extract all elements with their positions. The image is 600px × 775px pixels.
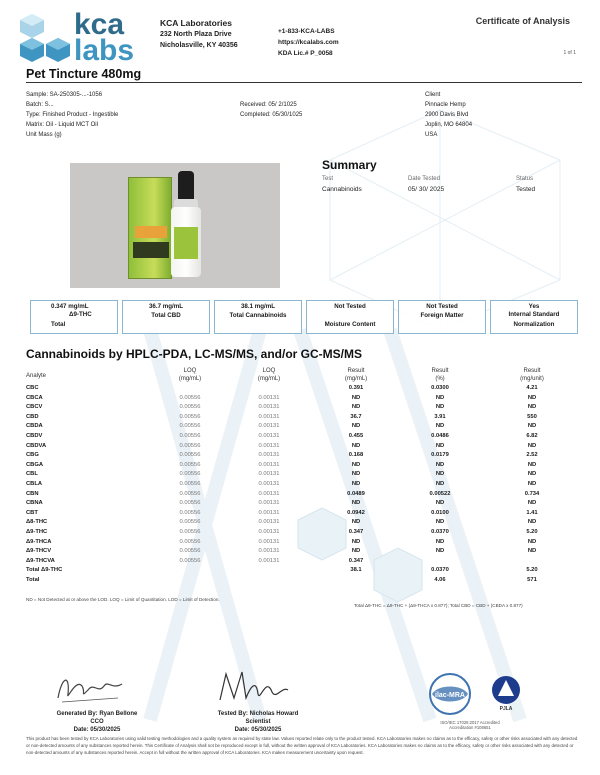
metric-value: 0.347 mg/mL bbox=[51, 303, 89, 310]
loq-cell: 0.00556 bbox=[179, 442, 201, 449]
table-row bbox=[26, 442, 586, 452]
result-pct-cell: 3.91 bbox=[434, 413, 446, 420]
page-number: 1 of 1 bbox=[563, 50, 576, 56]
lod-cell: 0.00131 bbox=[258, 471, 280, 478]
result-mgml-cell: 36.7 bbox=[350, 413, 362, 420]
analyte-cell: Total bbox=[26, 576, 40, 583]
result-unit-cell: ND bbox=[527, 538, 537, 545]
result-unit-cell: ND bbox=[527, 519, 537, 526]
metric-normalization bbox=[490, 300, 578, 334]
loq-cell: 0.00556 bbox=[179, 509, 201, 516]
result-unit-cell: 1.41 bbox=[526, 509, 538, 516]
unit-mass: Unit Mass (g) bbox=[26, 132, 62, 138]
metric-label: Total Cannabinoids bbox=[229, 312, 287, 319]
lab-contact bbox=[278, 26, 339, 59]
metric-label: Total CBD bbox=[151, 312, 181, 319]
result-pct-cell: 0.0370 bbox=[431, 567, 449, 574]
lab-license: KDA Lic.# P_0058 bbox=[278, 50, 333, 57]
result-mgml-cell: ND bbox=[351, 404, 361, 411]
accreditation-text: ISO/IEC 17025:2017 Accredited Accreditation #108651 bbox=[440, 720, 500, 730]
lod-cell: 0.00131 bbox=[258, 509, 280, 516]
lod-cell: 0.00131 bbox=[258, 461, 280, 468]
result-mgml-cell: 0.347 bbox=[348, 528, 364, 535]
table-row bbox=[26, 394, 586, 404]
result-mgml-cell: ND bbox=[351, 480, 361, 487]
metric-total-cannabinoids bbox=[214, 300, 302, 334]
lod-cell: 0.00131 bbox=[258, 423, 280, 430]
analyte-cell: CBDA bbox=[26, 423, 43, 430]
signature-bellone bbox=[52, 668, 132, 708]
result-pct-cell: ND bbox=[435, 538, 445, 545]
analyte-cell: Δ9-THCV bbox=[26, 548, 52, 555]
table-row bbox=[26, 403, 586, 413]
table-row bbox=[26, 509, 586, 519]
result-unit-cell: 550 bbox=[527, 413, 537, 420]
lod-cell: 0.00131 bbox=[258, 528, 280, 535]
table-row bbox=[26, 470, 586, 480]
summary-head-status: Status bbox=[516, 176, 534, 182]
lab-address bbox=[160, 18, 238, 51]
loq-cell: 0.00556 bbox=[179, 394, 201, 401]
result-pct-cell: 0.0300 bbox=[431, 385, 449, 391]
client-label: Client bbox=[425, 92, 441, 98]
summary-date: 05/ 30/ 2025 bbox=[408, 186, 445, 193]
table-row bbox=[26, 528, 586, 538]
result-unit-cell: ND bbox=[527, 394, 537, 401]
result-pct-cell: ND bbox=[435, 442, 445, 449]
table-row bbox=[26, 422, 586, 432]
metric-foreign-matter bbox=[398, 300, 486, 334]
analyte-cell: CBGA bbox=[26, 461, 44, 468]
result-pct-cell: 0.0486 bbox=[431, 432, 449, 439]
result-mgml-cell: ND bbox=[351, 519, 361, 526]
lod-cell: 0.00131 bbox=[258, 538, 280, 545]
col-head-analyte: Analyte bbox=[26, 373, 47, 379]
metric-value: Yes bbox=[528, 303, 540, 310]
analyte-cell: Total Δ9-THC bbox=[26, 567, 63, 574]
header-divider bbox=[26, 82, 582, 83]
metric-subvalue: Internal Standard bbox=[508, 311, 560, 318]
result-mgml-cell: 0.347 bbox=[348, 557, 364, 564]
loq-cell: 0.00556 bbox=[179, 490, 201, 497]
product-title: Pet Tincture 480mg bbox=[26, 67, 142, 81]
analyte-cell: CBC bbox=[26, 385, 39, 391]
cube-logo-icon bbox=[18, 12, 74, 64]
col-head-result-pct: Result (%) bbox=[431, 368, 449, 382]
loq-cell: 0.00556 bbox=[179, 461, 201, 468]
result-unit-cell: 5.20 bbox=[526, 567, 538, 574]
col-head-loq: LOQ (mg/mL) bbox=[178, 368, 202, 382]
table-row bbox=[26, 499, 586, 509]
analyte-cell: Δ8-THC bbox=[26, 519, 48, 526]
result-mgml-cell: ND bbox=[351, 500, 361, 507]
signature-howard bbox=[212, 668, 292, 708]
result-unit-cell: ND bbox=[527, 548, 537, 555]
result-pct-cell: ND bbox=[435, 471, 445, 478]
table-row bbox=[26, 413, 586, 423]
result-pct-cell: ND bbox=[435, 519, 445, 526]
table-row bbox=[26, 557, 586, 567]
result-pct-cell: ND bbox=[435, 500, 445, 507]
loq-cell: 0.00556 bbox=[179, 471, 201, 478]
table-row bbox=[26, 576, 586, 586]
client-info bbox=[425, 90, 472, 140]
lab-name: KCA Laboratories bbox=[160, 18, 232, 28]
pjla-seal-icon bbox=[486, 672, 526, 712]
lod-cell: 0.00131 bbox=[258, 413, 280, 420]
lod-cell: 0.00131 bbox=[258, 500, 280, 507]
analyte-cell: CBNA bbox=[26, 500, 43, 507]
result-mgml-cell: ND bbox=[351, 442, 361, 449]
result-unit-cell: 0.734 bbox=[524, 490, 540, 497]
summary-head-date: Date Tested bbox=[408, 176, 440, 182]
table-row bbox=[26, 566, 586, 576]
result-mgml-cell: 38.1 bbox=[350, 567, 362, 574]
metric-label: Total bbox=[51, 321, 66, 328]
analyte-cell: CBN bbox=[26, 490, 39, 497]
result-pct-cell: ND bbox=[435, 548, 445, 555]
result-mgml-cell: ND bbox=[351, 394, 361, 401]
result-unit-cell: ND bbox=[527, 480, 537, 487]
result-unit-cell: ND bbox=[527, 461, 537, 468]
lab-website[interactable]: https://kcalabs.com bbox=[278, 39, 339, 46]
loq-cell: 0.00556 bbox=[179, 480, 201, 487]
analyte-cell: CBL bbox=[26, 471, 38, 478]
date-completed: Completed: 05/30/1025 bbox=[240, 112, 303, 118]
sample-id: Sample: SA-250305-...-1056 bbox=[26, 92, 103, 98]
loq-cell: 0.00556 bbox=[179, 413, 201, 420]
sample-info bbox=[26, 90, 118, 140]
result-pct-cell: ND bbox=[435, 480, 445, 487]
lod-cell: 0.00131 bbox=[258, 557, 280, 564]
logo-text-kca: kca bbox=[74, 8, 125, 41]
metric-label: Foreign Matter bbox=[420, 312, 464, 319]
sample-matrix: Matrix: Oil - Liquid MCT Oil bbox=[26, 122, 98, 128]
result-unit-cell: 6.82 bbox=[526, 432, 538, 439]
table-row bbox=[26, 547, 586, 557]
result-mgml-cell: ND bbox=[351, 461, 361, 468]
table-row bbox=[26, 538, 586, 548]
result-unit-cell: 571 bbox=[527, 576, 537, 583]
result-mgml-cell: ND bbox=[351, 538, 361, 545]
bottle-image bbox=[171, 207, 201, 277]
analyte-cell: CBLA bbox=[26, 480, 43, 487]
lod-cell: 0.00131 bbox=[258, 442, 280, 449]
address-line-1: 232 North Plaza Drive bbox=[160, 31, 232, 38]
analyte-cell: Δ9-THCA bbox=[26, 538, 52, 545]
lod-cell: 0.00131 bbox=[258, 394, 280, 401]
loq-cell: 0.00556 bbox=[179, 557, 201, 564]
client-name: Pinnacle Hemp bbox=[425, 102, 466, 108]
analyte-cell: CBCV bbox=[26, 404, 43, 411]
batch-id: Batch: S... bbox=[26, 102, 54, 108]
signer-generated-by: Generated By: Ryan Bellone CCO Date: 05/30/2025 bbox=[56, 711, 138, 733]
loq-cell: 0.00556 bbox=[179, 548, 201, 555]
analyte-cell: CBCA bbox=[26, 394, 43, 401]
table-row bbox=[26, 480, 586, 490]
result-pct-cell: 4.06 bbox=[434, 576, 446, 583]
sample-dates bbox=[240, 100, 302, 120]
result-mgml-cell: ND bbox=[351, 548, 361, 555]
lod-cell: 0.00131 bbox=[258, 432, 280, 439]
analyte-cell: CBG bbox=[26, 452, 39, 459]
analyte-cell: CBDV bbox=[26, 432, 43, 439]
client-country: USA bbox=[425, 132, 438, 138]
footnote-right: Total Δ9-THC = Δ9-THC + (Δ9-THCA x 0.877); Total CBD = CBD + (CBDA x 0.877) bbox=[354, 603, 523, 608]
metric-value: Not Tested bbox=[334, 303, 366, 310]
metric-total-thc bbox=[30, 300, 118, 334]
result-pct-cell: 0.00522 bbox=[429, 490, 451, 497]
loq-cell: 0.00556 bbox=[179, 423, 201, 430]
table-row bbox=[26, 451, 586, 461]
result-pct-cell: 0.0179 bbox=[431, 452, 449, 459]
address-line-2: Nicholasville, KY 40356 bbox=[160, 42, 238, 49]
footnote-left: ND = Not Detected at or above the LOD. LOQ = Limit of Quantitation. LOD = Limit of Detection. bbox=[26, 597, 220, 602]
col-head-result-mgml: Result (mg/mL) bbox=[344, 368, 368, 382]
result-mgml-cell: ND bbox=[351, 471, 361, 478]
summary-status: Tested bbox=[516, 186, 536, 193]
result-unit-cell: 4.21 bbox=[526, 385, 538, 391]
signer-tested-by: Tested By: Nicholas Howard Scientist Date: 05/30/2025 bbox=[217, 711, 299, 733]
ilac-mra-seal-icon bbox=[420, 670, 480, 722]
table-row bbox=[26, 490, 586, 500]
result-unit-cell: 2.52 bbox=[526, 452, 538, 459]
lod-cell: 0.00131 bbox=[258, 490, 280, 497]
loq-cell: 0.00556 bbox=[179, 519, 201, 526]
result-pct-cell: ND bbox=[435, 404, 445, 411]
product-photo bbox=[70, 163, 280, 288]
client-city: Joplin, MO 64804 bbox=[425, 122, 473, 128]
result-mgml-cell: 0.0942 bbox=[347, 509, 365, 516]
summary-title: Summary bbox=[322, 158, 377, 172]
result-unit-cell: ND bbox=[527, 404, 537, 411]
table-row bbox=[26, 518, 586, 528]
result-mgml-cell: 0.391 bbox=[348, 385, 364, 391]
loq-cell: 0.00556 bbox=[179, 500, 201, 507]
metric-value: 36.7 mg/mL bbox=[148, 303, 184, 310]
result-pct-cell: ND bbox=[435, 461, 445, 468]
sample-type: Type: Finished Product - Ingestible bbox=[26, 112, 119, 118]
certificate-title: Certificate of Analysis bbox=[475, 16, 570, 26]
product-box-image bbox=[128, 177, 172, 279]
col-head-result-unit: Result (mg/unit) bbox=[520, 368, 544, 382]
analyte-cell: CBD bbox=[26, 413, 39, 420]
result-mgml-cell: 0.0489 bbox=[347, 490, 365, 497]
loq-cell: 0.00556 bbox=[179, 452, 201, 459]
metric-value: 38.1 mg/mL bbox=[240, 303, 276, 310]
result-pct-cell: ND bbox=[435, 394, 445, 401]
result-unit-cell: ND bbox=[527, 423, 537, 430]
logo-text-labs: labs bbox=[74, 34, 135, 67]
result-unit-cell: ND bbox=[527, 500, 537, 507]
cannabinoid-table bbox=[26, 384, 586, 585]
analyte-cell: Δ9-THCVA bbox=[26, 557, 55, 564]
result-unit-cell: ND bbox=[527, 442, 537, 449]
loq-cell: 0.00556 bbox=[179, 404, 201, 411]
table-row bbox=[26, 432, 586, 442]
ilac-seal-text: ilac-MRA bbox=[435, 692, 465, 699]
result-mgml-cell: ND bbox=[351, 423, 361, 430]
analyte-cell: Δ9-THC bbox=[26, 528, 48, 535]
table-row bbox=[26, 384, 586, 394]
metric-label: Normalization bbox=[513, 321, 555, 328]
date-received: Received: 05/ 2/1025 bbox=[240, 102, 297, 108]
metric-subvalue: Δ9-THC bbox=[69, 311, 92, 318]
table-row bbox=[26, 461, 586, 471]
result-mgml-cell: 0.168 bbox=[348, 452, 364, 459]
col-head-lod: LOQ (mg/mL) bbox=[257, 368, 281, 382]
lod-cell: 0.00131 bbox=[258, 548, 280, 555]
metric-value: Not Tested bbox=[426, 303, 458, 310]
kca-logo bbox=[18, 8, 138, 67]
client-street: 2900 Davis Blvd bbox=[425, 112, 469, 118]
result-pct-cell: ND bbox=[435, 423, 445, 430]
disclaimer: This product has been tested by KCA Laboratories using valid testing methodologies and a quality system as required by state law. Values reported relate only to the product tested. KCA Laboratories makes no claims as to the efficacy, safety or other risks associated with any detected or non-detected amounts of any substances reported herein. This Certificate of Analysis shall not be reproduced except in full, without the written approval of KCA Laboratories. KCA Laboratories makes no claims as to the efficacy, safety or other risks associated with any detected or non-detected amounts of any substances reported herein. Accept in full without the written approval of KCA Laboratories. KCA makes measurement uncertainty upon request. bbox=[26, 736, 578, 755]
result-mgml-cell: 0.455 bbox=[348, 432, 364, 439]
result-pct-cell: 0.0370 bbox=[431, 528, 449, 535]
summary-head-test: Test bbox=[322, 176, 334, 182]
summary-test: Cannabinoids bbox=[322, 186, 362, 193]
lod-cell: 0.00131 bbox=[258, 404, 280, 411]
metric-moisture bbox=[306, 300, 394, 334]
pjla-seal-text: PJLA bbox=[499, 706, 513, 712]
loq-cell: 0.00556 bbox=[179, 432, 201, 439]
result-unit-cell: 5.20 bbox=[526, 528, 538, 535]
lod-cell: 0.00131 bbox=[258, 480, 280, 487]
lod-cell: 0.00131 bbox=[258, 452, 280, 459]
analyte-cell: CBDVA bbox=[26, 442, 47, 449]
lab-phone: +1-833-KCA-LABS bbox=[278, 28, 335, 35]
loq-cell: 0.00556 bbox=[179, 538, 201, 545]
lod-cell: 0.00131 bbox=[258, 519, 280, 526]
loq-cell: 0.00556 bbox=[179, 528, 201, 535]
analyte-cell: CBT bbox=[26, 509, 38, 516]
summary-metrics bbox=[26, 300, 582, 334]
metric-label: Moisture Content bbox=[324, 321, 376, 328]
metric-total-cbd bbox=[122, 300, 210, 334]
result-unit-cell: ND bbox=[527, 471, 537, 478]
cannabinoids-title: Cannabinoids by HPLC-PDA, LC-MS/MS, and/or GC-MS/MS bbox=[26, 347, 362, 361]
result-pct-cell: 0.0100 bbox=[431, 509, 449, 516]
